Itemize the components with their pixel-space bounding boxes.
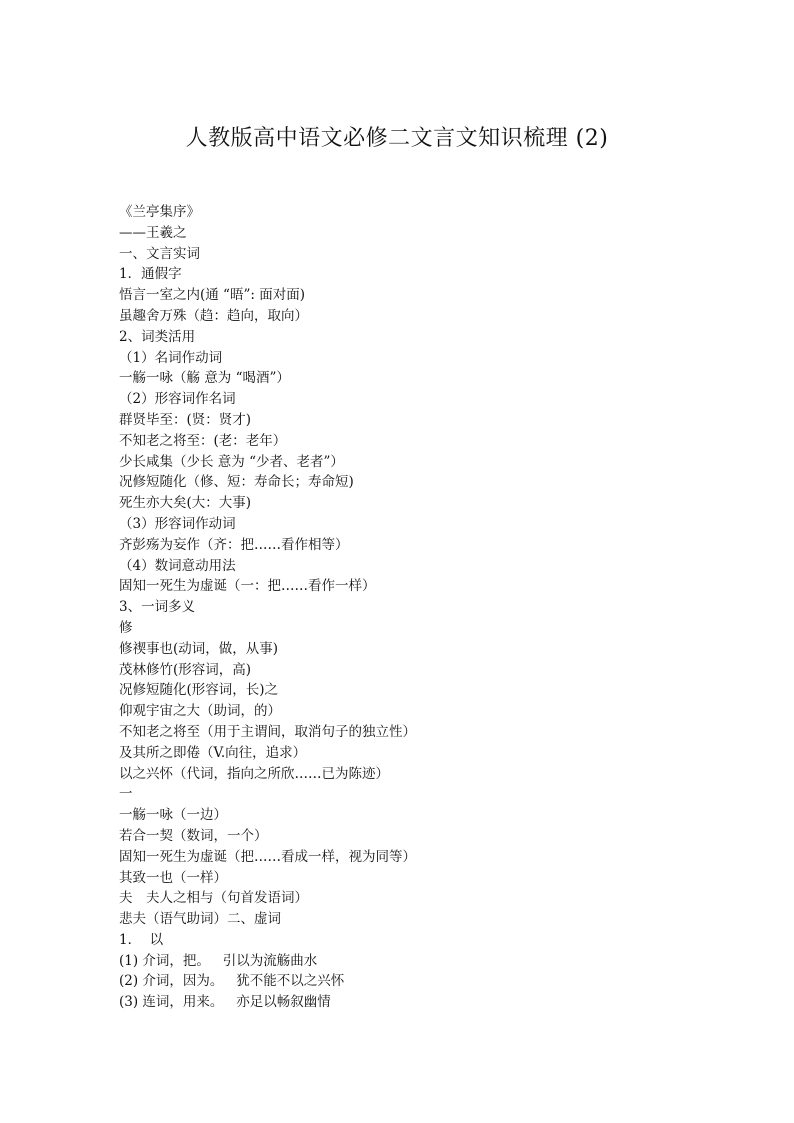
text-line: 修禊事也(动词，做，从事): [119, 640, 279, 657]
text-line: (1) 介词，把。 引以为流觞曲水: [119, 952, 318, 969]
text-line: 一: [119, 786, 133, 803]
subsection-heading: 2、词类活用: [119, 328, 196, 345]
text-line: （4）数词意动用法: [119, 557, 236, 574]
text-line: 少长咸集（少长 意为 “少者、老者”）: [119, 453, 344, 470]
text-line: 一觞一咏（一边）: [119, 807, 227, 824]
text-line: （2）形容词作名词: [119, 391, 236, 408]
text-line: 茂林修竹(形容词，高): [119, 661, 252, 678]
text-line: 以之兴怀（代词，指向之所欣……已为陈迹）: [119, 765, 389, 782]
text-line: 悲夫（语气助词）二、虚词: [119, 911, 281, 928]
text-line: 仰观宇宙之大（助词，的）: [119, 703, 281, 720]
text-line: 夫 夫人之相与（句首发语词）: [119, 890, 308, 907]
text-line: ——王羲之: [119, 224, 187, 241]
text-line: 悟言一室之内(通 “晤”: 面对面): [119, 287, 305, 304]
text-line: 不知老之将至：(老：老年）: [119, 432, 287, 449]
text-line: 齐彭殇为妄作（齐：把……看作相等）: [119, 536, 349, 553]
section-heading: 一、文言实词: [119, 245, 200, 262]
text-line: 不知老之将至（用于主谓间，取消句子的独立性）: [119, 723, 416, 740]
text-line: 况修短随化（修、短：寿命长；寿命短): [119, 474, 354, 491]
text-line: 死生亦大矣(大：大事): [119, 495, 252, 512]
text-line: (2) 介词，因为。 犹不能不以之兴怀: [119, 973, 345, 990]
text-line: 其致一也（一样）: [119, 869, 227, 886]
document-body: [119, 202, 739, 1013]
text-line: 固知一死生为虚诞（把……看成一样，视为同等）: [119, 848, 416, 865]
text-line: （1）名词作动词: [119, 349, 223, 366]
text-line: (3) 连词，用来。 亦足以畅叙幽情: [119, 994, 331, 1011]
text-line: 若合一契（数词，一个）: [119, 827, 268, 844]
text-line: 《兰亭集序》: [119, 204, 200, 220]
text-line: （3）形容词作动词: [119, 515, 236, 532]
subsection-heading: 3、一词多义: [119, 599, 196, 616]
text-line: 及其所之即倦（V.向往，追求）: [119, 744, 307, 761]
text-line: 群贤毕至：(贤：贤才): [119, 411, 252, 428]
text-line: 修: [119, 619, 133, 636]
text-line: 固知一死生为虚诞（一：把……看作一样）: [119, 578, 376, 595]
page-title: 人教版高中语文必修二文言文知识梳理 (2): [185, 126, 609, 151]
text-line: 虽趣舍万殊（趋：趋向，取向）: [119, 307, 308, 324]
subsection-heading: 1．通假字: [119, 266, 182, 283]
text-line: 况修短随化(形容词，长)之: [119, 682, 279, 699]
subsection-heading: 1． 以: [119, 931, 164, 948]
text-line: 一觞一咏（觞 意为 “喝酒”）: [119, 370, 290, 387]
